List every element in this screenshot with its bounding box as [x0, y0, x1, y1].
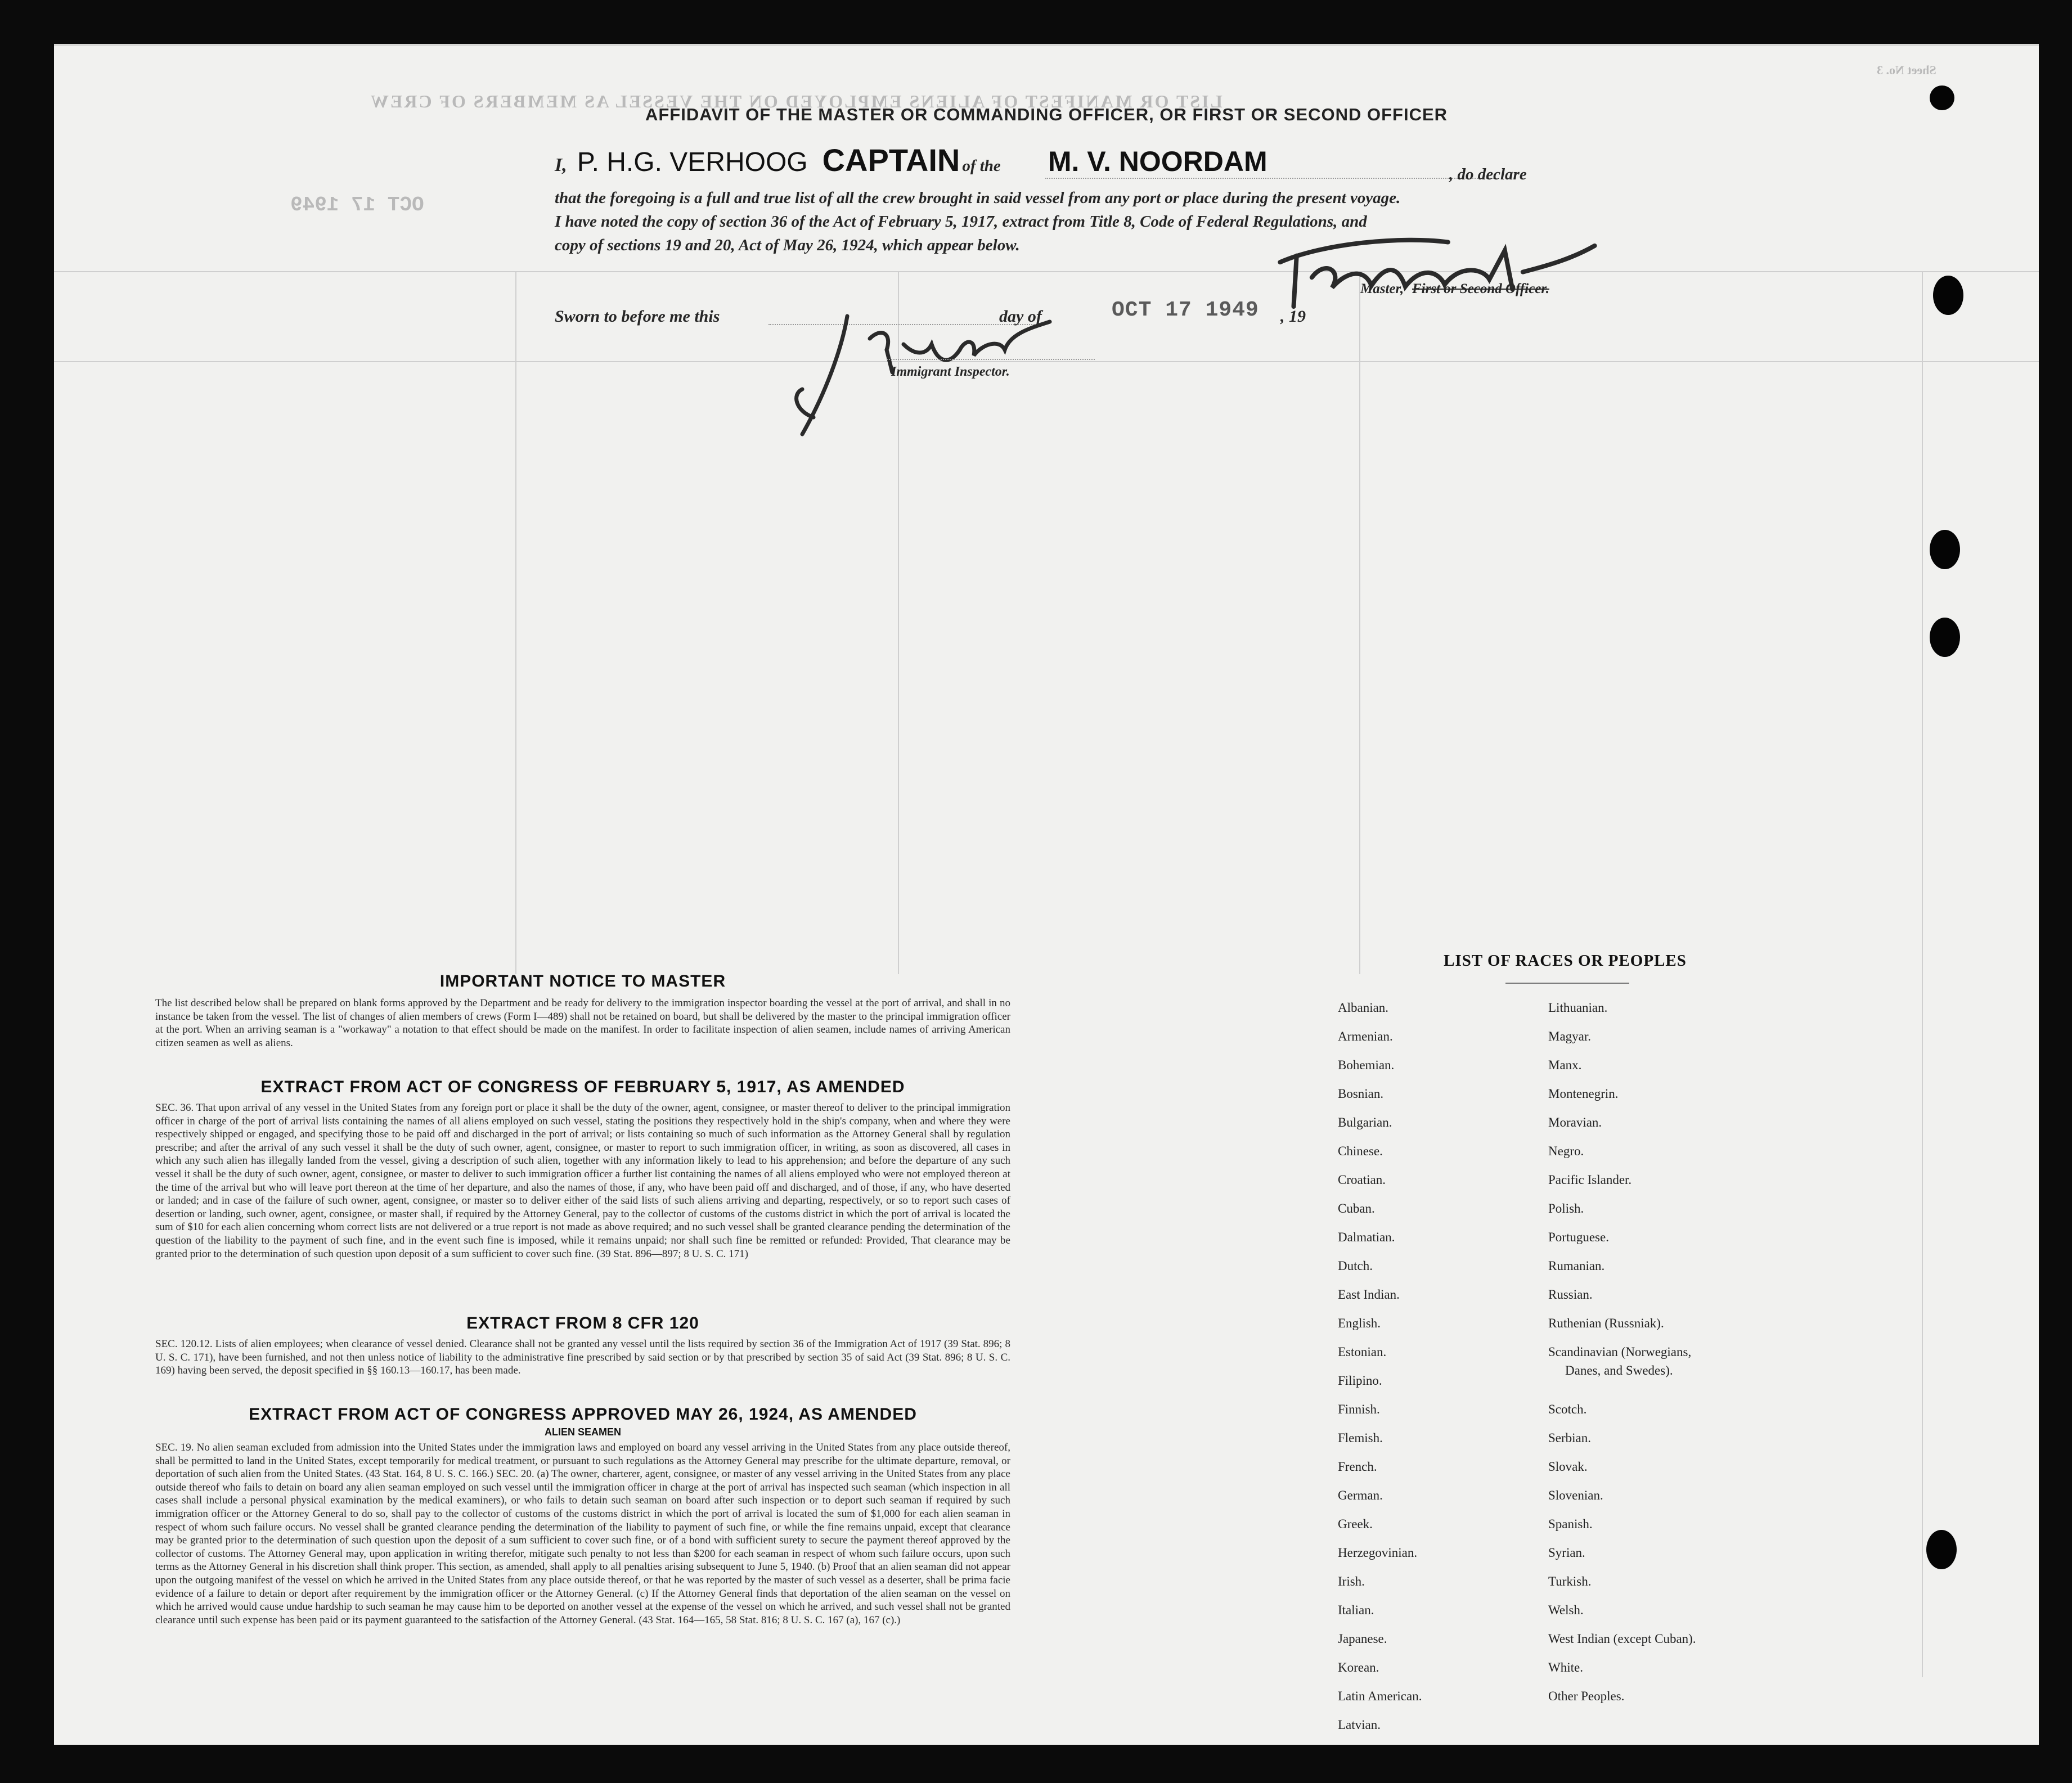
race-item: Serbian.: [1548, 1431, 1592, 1445]
inspector-line: [887, 359, 1095, 360]
of-the-label: of the: [962, 157, 1001, 175]
race-item: Bohemian.: [1338, 1058, 1395, 1072]
race-item: West Indian (except Cuban).: [1548, 1632, 1696, 1646]
master-label: Master,: [1360, 281, 1404, 296]
year-label: , 19: [1280, 307, 1306, 326]
race-item: Scotch.: [1548, 1402, 1587, 1416]
race-item: Magyar.: [1548, 1029, 1592, 1043]
extract-cfr-text: SEC. 120.12. Lists of alien employees; when clearance of vessel denied. Clearance shall not be granted any vessel until the lists required by section 36 of the Immigration Act of 1917 (39 Stat. 896; 8 U. S. C. 171), have been furnished, and not then unless notice of liability to the administrative fine prescribed by said section or by that prescribed by section 35 of said Act (39 Stat. 896; 8 U. S. C. 169) having been served, the deposit specified in §§ 160.13—160.17, has been made.: [155, 1338, 1010, 1377]
race-item: Dalmatian.: [1338, 1230, 1395, 1244]
race-item: Albanian.: [1338, 1001, 1389, 1015]
race-item: Lithuanian.: [1548, 1001, 1608, 1015]
punch-hole-icon: [1930, 618, 1960, 657]
captain-rank: CAPTAIN: [822, 142, 960, 178]
reverse-show-through-sheet-no: Sheet No. 3: [1877, 63, 1936, 77]
race-item: Other Peoples.: [1548, 1689, 1625, 1703]
race-item: Manx.: [1548, 1058, 1582, 1072]
vessel-name: M. V. NOORDAM: [1048, 146, 1268, 177]
race-item: Russian.: [1548, 1287, 1593, 1302]
race-item: Moravian.: [1548, 1115, 1602, 1129]
ghost-rule: [54, 271, 2039, 272]
race-item: Turkish.: [1548, 1574, 1592, 1588]
race-item: Polish.: [1548, 1201, 1584, 1215]
race-item: French.: [1338, 1460, 1377, 1474]
manifest-sheet: [54, 44, 2039, 1745]
race-item: Greek.: [1338, 1517, 1373, 1531]
extract-cfr-title: EXTRACT FROM 8 CFR 120: [466, 1314, 699, 1332]
race-item: Danes, and Swedes).: [1565, 1363, 1673, 1377]
race-item: Armenian.: [1338, 1029, 1393, 1043]
race-item: Cuban.: [1338, 1201, 1375, 1215]
race-item: Croatian.: [1338, 1173, 1386, 1187]
race-item: Filipino.: [1338, 1374, 1382, 1388]
race-item: Negro.: [1548, 1144, 1584, 1158]
reverse-show-through-header: LIST OR MANIFEST OF ALIENS EMPLOYED ON THE VESSEL AS MEMBERS OF CREW: [369, 91, 1222, 111]
sworn-label: Sworn to before me this: [555, 307, 720, 326]
race-item: Syrian.: [1548, 1546, 1585, 1560]
extract-1917-text: SEC. 36. That upon arrival of any vessel in the United States from any foreign port or place it shall be the duty of the owner, agent, consignee, or master thereof to deliver to the principal immigration officer in charge of the port of arrival lists containing the names of all aliens employed on such vessel, stating the positions they respectively hold in the ship's company, when and where they were respectively shipped or engaged, and specifying those to be paid off and discharged in the port of arrival; or lists containing so much of such information as the Attorney General shall by regulation prescribe; and after the arrival of any such vessel it shall be the duty of such owner, agent, consignee, or master to report to such immigration officer, in writing, as soon as discovered, all cases in which any such alien has illegally landed from the vessel, giving a description of such alien, together with any information likely to lead to his apprehension; and before the departure of any such vessel it shall be the duty of such owner, agent, consignee, or master to deliver to such immigration officer a further list containing the names of all aliens employed who were not employed thereon at the time of the arrival but who will leave port thereon at the time of her departure, and also the names of those, if any, who have been paid off and discharged, and of those, if any, who have deserted or landed; and in case of the failure of such owner, agent, consignee, or master so to deliver either of the said lists of such aliens arriving and departing, respectively, or so to report such cases of desertion or landing, such owner, agent, consignee, or master shall, if required by the Attorney General, pay to the collector of customs of the customs district in which the port of arrival is located the sum of $10 for each alien concerning whom correct lists are not delivered or a true report is not made as above required; and no such vessel shall be granted clearance pending the determination of the question of the liability to the payment of such fine, and in the event such fine is imposed, while it remains unpaid; nor shall such fine be remitted or refunded: Provided, That clearance may be granted prior to the determination of such question upon deposit of a sum sufficient to cover such fine. (39 Stat. 896—897; 8 U. S. C. 171): [155, 1102, 1010, 1260]
race-item: Flemish.: [1338, 1431, 1383, 1445]
race-item: Italian.: [1338, 1603, 1374, 1617]
race-item: Welsh.: [1548, 1603, 1584, 1617]
inspector-label: Immigrant Inspector.: [891, 364, 1010, 379]
race-item: East Indian.: [1338, 1287, 1400, 1302]
captain-name: P. H.G. VERHOOG: [577, 147, 808, 177]
race-item: Latin American.: [1338, 1689, 1422, 1703]
date-stamp: OCT 17 1949: [1112, 298, 1259, 322]
race-item: Portuguese.: [1548, 1230, 1609, 1244]
extract-1924-title: EXTRACT FROM ACT OF CONGRESS APPROVED MAY 26, 1924, AS AMENDED: [249, 1405, 917, 1424]
race-item: Bosnian.: [1338, 1087, 1384, 1101]
vessel-name-line: [1045, 177, 1495, 179]
race-item: Slovenian.: [1548, 1488, 1603, 1502]
race-item: Montenegrin.: [1548, 1087, 1619, 1101]
races-title: LIST OF RACES OR PEOPLES: [1444, 952, 1687, 970]
race-item: Rumanian.: [1548, 1259, 1605, 1273]
race-item: English.: [1338, 1316, 1381, 1330]
race-item: Irish.: [1338, 1574, 1365, 1588]
extract-1924-subtitle: ALIEN SEAMEN: [544, 1426, 621, 1438]
races-right-column: [1548, 993, 1942, 1710]
extract-1917-title: EXTRACT FROM ACT OF CONGRESS OF FEBRUARY 5, 1917, AS AMENDED: [260, 1078, 905, 1096]
race-item: Bulgarian.: [1338, 1115, 1392, 1129]
race-item: Herzegovinian.: [1338, 1546, 1418, 1560]
punch-hole-icon: [1930, 530, 1960, 569]
race-item: White.: [1548, 1660, 1583, 1674]
race-item: Estonian.: [1338, 1345, 1387, 1359]
affidavit-line3: I have noted the copy of section 36 of the Act of February 5, 1917, extract from Title 8, Code of Federal Regulations, and: [555, 213, 1367, 231]
ghost-rule: [515, 271, 516, 974]
race-item: Korean.: [1338, 1660, 1379, 1674]
race-item: Slovak.: [1548, 1460, 1588, 1474]
races-left-column: [1338, 993, 1563, 1739]
punch-hole-icon: [1926, 1530, 1957, 1569]
extract-1924-text: SEC. 19. No alien seaman excluded from admission into the United States under the immigration laws and employed on board any vessel arriving in the United States from any place outside thereof, shall be permitted to land in the United States, except temporarily for medical treatment, or pursuant to such regulations as the Attorney General may prescribe for the ultimate departure, removal, or deportation of such alien from the United States. (43 Stat. 164, 8 U. S. C. 166.) SEC. 20. (a) The owner, charterer, agent, consignee, or master of any vessel arriving in the United States from any place outside thereof who fails to detain on board any alien seaman employed on such vessel until the immigration officer in charge at the port of arrival has inspected such seaman (which inspection in all cases shall include a personal physical examination by the medical examiners), or who fails to detain such seaman on board after such inspection or to deport such seaman if required by such immigration officer or the Attorney General to do so, shall pay to the collector of customs of the customs district in which the port of arrival is located the sum of $1,000 for each alien seaman in respect of whom such failure occurs. No vessel shall be granted clearance pending the determination of the liability to payment of such fine, or while the fine remains unpaid, except that clearance may be granted prior to the determination of such question upon the deposit of a sum sufficient to cover such fine, or of a bond with sufficient surety to secure the payment thereof approved by the collector of customs. The Attorney General may, upon application in writing therefor, mitigate such penalty to not less than $200 for each seaman in respect of whom such failure occurs, upon such terms as the Attorney General in his discretion shall think proper. This section, as amended, shall apply to all penalties arising subsequent to June 5, 1940. (b) Proof that an alien seaman did not appear upon the outgoing manifest of the vessel on which he arrived in the United States from any place outside thereof, or that he was reported by the master of such vessel as a deserter, shall be prima facie evidence of a failure to detain or deport after requirement by the immigration officer or the Attorney General. (c) If the Attorney General finds that deportation of the alien seaman on the vessel on which he arrived would cause undue hardship to such seaman he may cause him to be deported on another vessel at the expense of the vessel on which he arrived, and such vessel shall not be granted clearance until such expense has been paid or its payment guaranteed to the satisfaction of the Attorney General. (43 Stat. 164—165, 58 Stat. 816; 8 U. S. C. 167 (a), 167 (c).): [155, 1442, 1010, 1626]
race-item: Japanese.: [1338, 1632, 1387, 1646]
race-item: Finnish.: [1338, 1402, 1380, 1416]
races-title-rule: [1505, 983, 1629, 984]
race-item: German.: [1338, 1488, 1383, 1502]
punch-hole-icon: [1930, 85, 1954, 110]
ghost-rule: [1359, 271, 1360, 974]
do-declare-label: , do declare: [1449, 165, 1527, 183]
race-item: Chinese.: [1338, 1144, 1383, 1158]
punch-hole-icon: [1933, 276, 1963, 315]
race-item: Ruthenian (Russniak).: [1548, 1316, 1664, 1330]
race-item: Scandinavian (Norwegians,: [1548, 1345, 1692, 1359]
race-item: Pacific Islander.: [1548, 1173, 1632, 1187]
affidavit-title: AFFIDAVIT OF THE MASTER OR COMMANDING OFFICER, OR FIRST OR SECOND OFFICER: [645, 105, 1448, 124]
race-item: Latvian.: [1338, 1718, 1381, 1732]
day-of-label: day of: [999, 307, 1042, 326]
race-item: Dutch.: [1338, 1259, 1373, 1273]
affidavit-line4: copy of sections 19 and 20, Act of May 26, 1924, which appear below.: [555, 236, 1020, 254]
affidavit-prefix: I,: [555, 155, 567, 175]
affidavit-line2: that the foregoing is a full and true list of all the crew brought in said vessel from any port or place during the present voyage.: [555, 189, 1401, 207]
reverse-show-through-stamp: OCT 17 1949: [290, 193, 424, 217]
notice-title: IMPORTANT NOTICE TO MASTER: [439, 972, 726, 990]
notice-text: The list described below shall be prepared on blank forms approved by the Department and be ready for delivery to the immigration inspector boarding the vessel at the port of arrival, and shall in no instance be taken from the vessel. The list of changes of alien members of crews (Form I—489) shall not be retained on board, but shall be delivered by the master to the principal immigration officer at the port. When an arriving seaman is a "workaway" a notation to that effect should be made on the manifest. In order to facilitate inspection of alien seamen, include names of arriving American citizen seamen as well as aliens.: [155, 997, 1010, 1049]
race-item: Spanish.: [1548, 1517, 1593, 1531]
first-second-officer-struck: First or Second Officer.: [1412, 281, 1549, 296]
